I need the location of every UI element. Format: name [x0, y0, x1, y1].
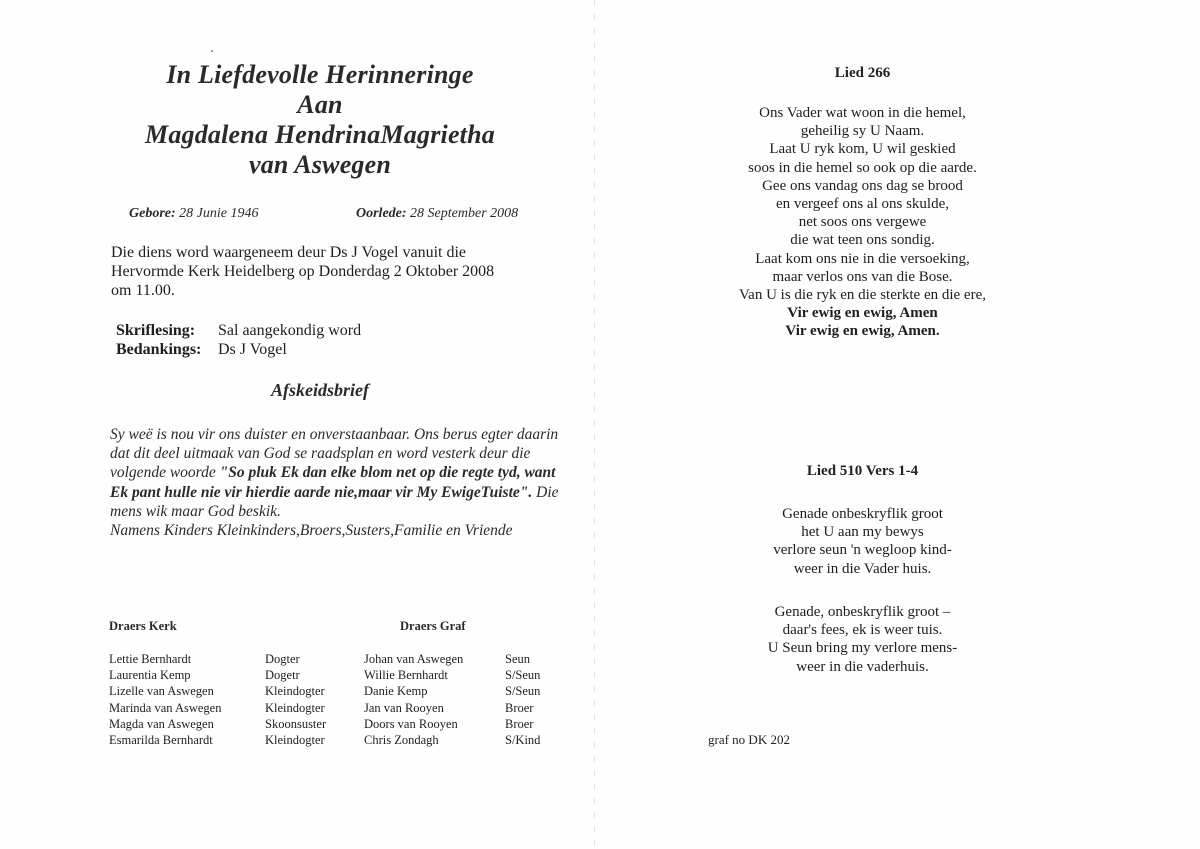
lyric-line: Genade onbeskryflik groot	[782, 506, 943, 522]
lyric-line: daar's fees, ek is weer tuis.	[782, 622, 943, 639]
service-line: Die diens word waargeneem deur Ds J Vogel vanuit die	[111, 244, 467, 261]
bearer-relation: Broer	[505, 700, 534, 715]
hymn-510-verse-1	[600, 505, 1125, 578]
birth-label: Gebore:	[129, 206, 176, 221]
grave-number: graf no DK 202	[708, 732, 790, 747]
bearer-relation: Kleindogter	[265, 684, 325, 699]
bearer-row	[364, 732, 541, 748]
lyric-line: weer in die vaderhuis.	[796, 658, 929, 675]
farewell-text: Sy weë is nou vir ons duister en onverstaanbaar. Ons berus egter daarin dat dit deel uitmaak van God se raadsplan en word vesterk deur die volgende woorde	[110, 426, 559, 482]
death-date	[356, 206, 518, 222]
service-line: Hervormde Kerk Heidelberg op Donderdag 2 Oktober 2008	[111, 263, 495, 280]
farewell-letter	[110, 425, 560, 540]
bearer-name: Lizelle van Aswegen	[109, 684, 214, 699]
grave-bearers-heading: Draers Graf	[400, 619, 466, 633]
bearer-name: Laurentia Kemp	[109, 668, 191, 683]
lyric-line: Genade, onbeskryflik groot –	[774, 604, 951, 620]
scan-speck	[211, 50, 213, 52]
lyric-line: Van U is die ryk en die sterkte en die ere,	[739, 287, 986, 304]
death-label: Oorlede:	[356, 206, 407, 221]
program-value: Sal aangekondig word	[218, 322, 362, 339]
hymn-510-title: Lied 510 Vers 1-4	[806, 463, 919, 479]
bearer-row	[109, 700, 325, 716]
bearer-relation: Skoonsuster	[265, 716, 327, 731]
program-row-thanks	[116, 340, 361, 359]
lyric-line: Laat kom ons nie in die versoeking,	[755, 250, 970, 267]
title-line: Aan	[297, 90, 343, 119]
birth-value: 28 Junie 1946	[179, 206, 259, 221]
bearer-name: Esmarilda Bernhardt	[109, 732, 213, 747]
title-line: In Liefdevolle Herinneringe	[166, 60, 474, 89]
lyric-line: verlore seun 'n wegloop kind-	[773, 542, 952, 559]
bearer-row	[364, 716, 534, 732]
program-label: Bedankings:	[116, 341, 202, 358]
lyric-line: die wat teen ons sondig.	[790, 232, 935, 249]
page-fold-divider	[594, 0, 595, 849]
service-details	[111, 243, 551, 300]
bearer-relation: Kleindogter	[265, 732, 325, 747]
hymn-266-lyrics	[600, 104, 1125, 341]
lyric-line: soos in die hemel so ook op die aarde.	[748, 159, 977, 176]
bearer-relation: Kleindogter	[265, 700, 325, 715]
church-bearers-list	[109, 651, 327, 748]
hymn-510-verse-2	[600, 603, 1125, 676]
service-program	[116, 321, 361, 359]
lyric-line: U Seun bring my verlore mens-	[767, 640, 958, 657]
bearer-name: Jan van Rooyen	[364, 700, 444, 715]
lyric-line: net soos ons vergewe	[798, 214, 927, 231]
bearer-name: Johan van Aswegen	[364, 652, 464, 666]
service-line: om 11.00.	[111, 282, 175, 299]
bearer-name: Marinda van Aswegen	[109, 700, 222, 715]
memorial-title	[100, 60, 540, 180]
bearer-row	[109, 651, 300, 667]
bearer-relation: S/Seun	[505, 684, 541, 699]
deceased-surname: van Aswegen	[248, 150, 392, 179]
bearer-row	[109, 716, 327, 732]
bearer-name: Willie Bernhardt	[364, 668, 448, 683]
bearer-relation: Broer	[505, 716, 534, 731]
bearer-row	[364, 683, 541, 699]
bearer-row	[364, 700, 534, 716]
bearer-row	[364, 667, 541, 683]
bearer-name: Doors van Rooyen	[364, 716, 458, 731]
farewell-text-end: Die mens wik maar God beskik.	[110, 483, 559, 520]
bearer-row	[109, 732, 325, 748]
lyric-line-amen: Vir ewig en ewig, Amen.	[785, 323, 940, 340]
farewell-quote: "So pluk Ek dan elke blom net op die regte tyd, want Ek pant hulle nie vir hierdie aarde nie,maar vir My EwigeTuiste".	[110, 464, 556, 501]
hymn-266-title: Lied 266	[834, 65, 891, 81]
birth-date	[129, 206, 258, 222]
bearer-name: Magda van Aswegen	[109, 716, 214, 731]
bearer-name: Danie Kemp	[364, 684, 428, 699]
lyric-line: en vergeef ons al ons skulde,	[775, 196, 949, 213]
deceased-name: Magdalena HendrinaMagrietha	[145, 120, 495, 149]
bearer-relation: S/Kind	[505, 732, 541, 747]
bearer-row	[364, 651, 530, 667]
bearer-name: Lettie Bernhardt	[109, 652, 192, 666]
lyric-line: maar verlos ons van die Bose.	[772, 268, 953, 285]
church-bearers-heading: Draers Kerk	[109, 619, 177, 633]
program-label: Skriflesing:	[116, 322, 196, 339]
death-value: 28 September 2008	[410, 206, 519, 221]
lyric-line: Laat U ryk kom, U wil geskied	[769, 141, 956, 158]
bearer-row	[109, 683, 325, 699]
lyric-line: het U aan my bewys	[801, 524, 924, 541]
program-row-scripture	[116, 321, 361, 340]
lyric-line: weer in die Vader huis.	[793, 560, 932, 577]
bearer-relation: Seun	[505, 652, 530, 666]
bearer-relation: Dogter	[265, 652, 300, 666]
lyric-line: geheilig sy U Naam.	[800, 123, 925, 140]
program-value: Ds J Vogel	[218, 341, 287, 358]
bearer-relation: Dogetr	[265, 668, 300, 683]
grave-bearers-list	[364, 651, 541, 748]
lyric-line: Gee ons vandag ons dag se brood	[762, 177, 963, 194]
lyric-line-amen: Vir ewig en ewig, Amen	[787, 305, 938, 322]
bearer-row	[109, 667, 300, 683]
farewell-heading: Afskeidsbrief	[271, 380, 369, 400]
lyric-line: Ons Vader wat woon in die hemel,	[759, 105, 966, 121]
bearer-relation: S/Seun	[505, 668, 541, 683]
bearer-name: Chris Zondagh	[364, 732, 439, 747]
farewell-signoff: Namens Kinders Kleinkinders,Broers,Susters,Familie en Vriende	[110, 522, 513, 540]
